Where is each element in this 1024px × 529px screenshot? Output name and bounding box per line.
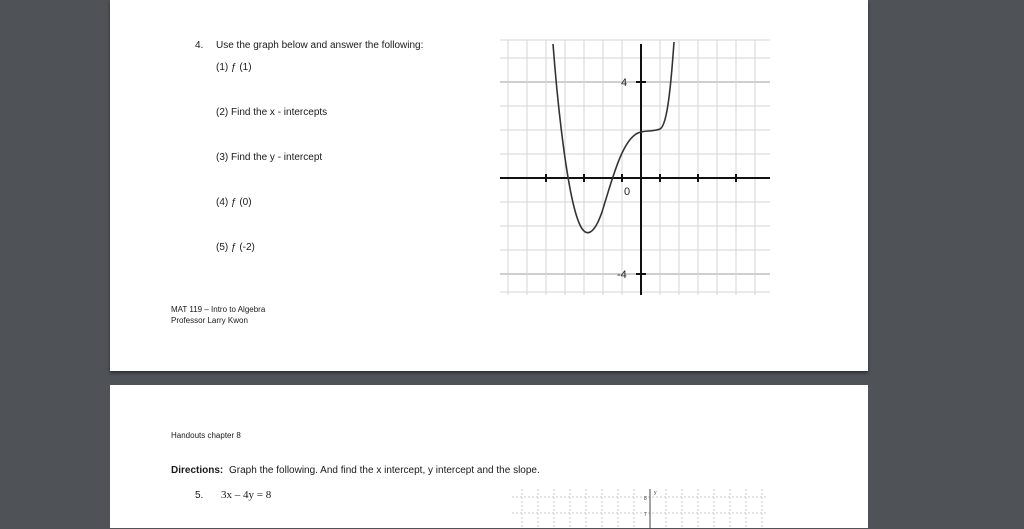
worksheet-page-1 xyxy=(110,0,868,371)
directions-text: Graph the following. And find the x intercept, y intercept and the slope. xyxy=(229,465,540,476)
footer-course: MAT 119 – Intro to Algebra xyxy=(171,305,266,314)
tick-label-origin: 0 xyxy=(624,186,631,198)
tick-label-4: 4 xyxy=(621,77,628,89)
question-4: (4) ƒ (0) xyxy=(216,197,252,208)
question-3: (3) Find the y - intercept xyxy=(216,152,323,163)
function-graph xyxy=(500,40,770,300)
problem-5-equation: 3x – 4y = 8 xyxy=(221,489,272,501)
footer-professor: Professor Larry Kwon xyxy=(171,316,248,325)
problem-4-prompt: Use the graph below and answer the following: xyxy=(216,40,424,51)
directions-label: Directions: xyxy=(171,465,224,476)
question-5: (5) ƒ (-2) xyxy=(216,242,255,253)
mini-graph-tick-7: 7 xyxy=(644,512,647,518)
tick-label-neg-4: -4 xyxy=(617,269,627,281)
problem-5-number: 5. xyxy=(195,490,204,501)
worksheet-page-2 xyxy=(110,385,868,528)
question-1: (1) ƒ (1) xyxy=(216,62,252,73)
problem-4-number: 4. xyxy=(195,40,204,51)
graph-grid xyxy=(500,40,770,295)
mini-graph-grid xyxy=(512,489,767,529)
handout-header: Handouts chapter 8 xyxy=(171,431,241,440)
question-2: (2) Find the x - intercepts xyxy=(216,107,328,118)
mini-graph-tick-8: 8 xyxy=(644,496,647,502)
function-curve xyxy=(553,42,674,233)
mini-graph-y-label: y xyxy=(654,490,657,496)
